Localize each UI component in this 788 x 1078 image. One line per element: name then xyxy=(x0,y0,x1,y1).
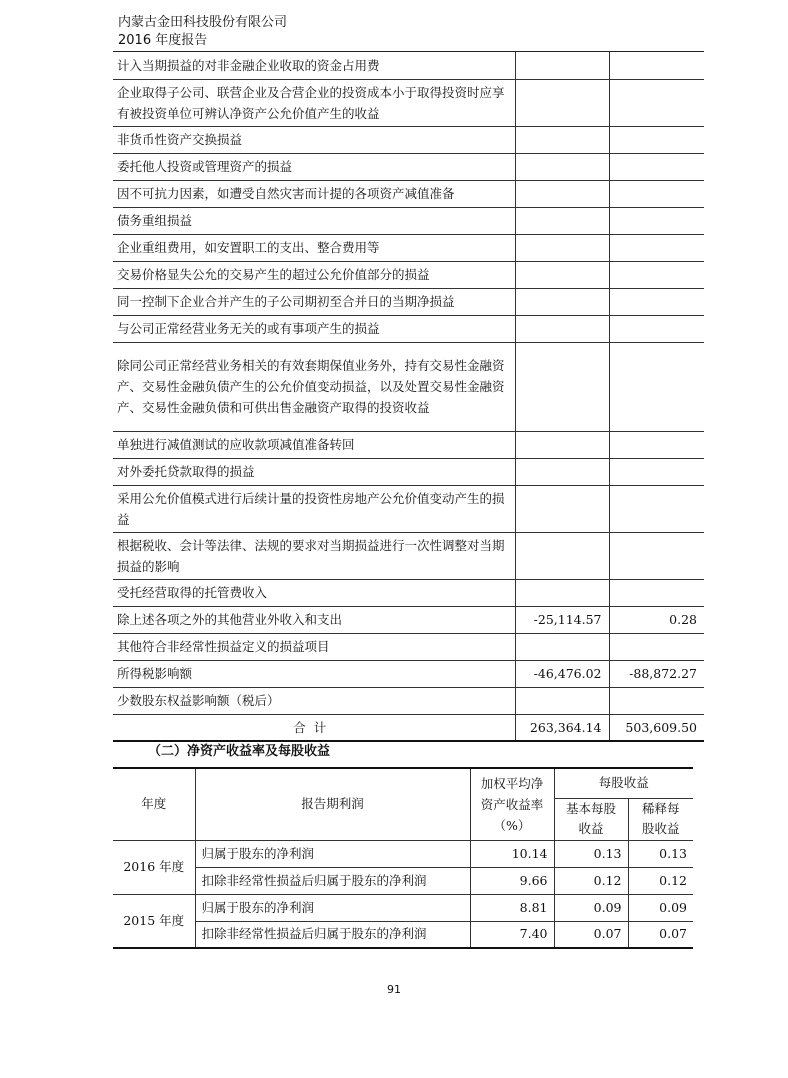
table-row xyxy=(113,606,704,633)
row-label: 因不可抗力因素，如遭受自然灾害而计提的各项资产减值准备 xyxy=(113,180,515,207)
row-label: 受托经营取得的托管费收入 xyxy=(113,579,515,606)
current-value xyxy=(515,342,609,431)
row-label: 除同公司正常经营业务相关的有效套期保值业务外，持有交易性金融资产、交易性金融负债产生的公允价值变动损益，以及处置交易性金融资产、交易性金融负债和可供出售金融资产取得的投资收益 xyxy=(113,342,515,431)
table-row xyxy=(113,458,704,485)
row-label: 单独进行减值测试的应收款项减值准备转回 xyxy=(113,431,515,458)
prior-value xyxy=(609,79,704,126)
table-row xyxy=(113,840,693,867)
current-value xyxy=(515,207,609,234)
prior-value xyxy=(609,579,704,606)
row-label: 非货币性资产交换损益 xyxy=(113,126,515,153)
report-title: 2016 年度报告 xyxy=(118,33,208,48)
row-label: 所得税影响额 xyxy=(113,660,515,687)
row-label: 委托他人投资或管理资产的损益 xyxy=(113,153,515,180)
section-title: （二）净资产收益率及每股收益 xyxy=(148,744,331,759)
table-row xyxy=(113,153,704,180)
current-value xyxy=(515,79,609,126)
prior-value xyxy=(609,288,704,315)
row-label: 采用公允价值模式进行后续计量的投资性房地产公允价值变动产生的损益 xyxy=(113,485,515,532)
table-row xyxy=(113,342,704,431)
table-row xyxy=(113,867,693,894)
company-name: 内蒙古金田科技股份有限公司 xyxy=(118,15,288,30)
roe-value: 7.40 xyxy=(470,921,554,948)
prior-value: 0.28 xyxy=(609,606,704,633)
prior-value xyxy=(609,180,704,207)
profit-item: 归属于股东的净利润 xyxy=(195,840,470,867)
current-value xyxy=(515,126,609,153)
total-current: 263,364.14 xyxy=(515,714,609,741)
prior-value xyxy=(609,261,704,288)
basic-eps-value: 0.13 xyxy=(554,840,628,867)
profit-item: 扣除非经常性损益后归属于股东的净利润 xyxy=(195,921,470,948)
header-roe: 加权平均净资产收益率（%） xyxy=(470,768,554,840)
current-value xyxy=(515,315,609,342)
prior-value xyxy=(609,431,704,458)
total-label: 合计 xyxy=(113,714,515,741)
row-label: 同一控制下企业合并产生的子公司期初至合并日的当期净损益 xyxy=(113,288,515,315)
profit-item: 归属于股东的净利润 xyxy=(195,894,470,921)
prior-value xyxy=(609,633,704,660)
table-row xyxy=(113,894,693,921)
year-cell: 2016 年度 xyxy=(113,840,195,894)
prior-value xyxy=(609,485,704,532)
current-value xyxy=(515,687,609,714)
current-value xyxy=(515,532,609,579)
table-row xyxy=(113,660,704,687)
diluted-eps-value: 0.07 xyxy=(628,921,693,948)
total-row xyxy=(113,714,704,741)
roe-value: 8.81 xyxy=(470,894,554,921)
row-label: 对外委托贷款取得的损益 xyxy=(113,458,515,485)
roe-eps-table xyxy=(113,767,693,949)
table-row xyxy=(113,485,704,532)
table-row xyxy=(113,234,704,261)
row-label: 其他符合非经常性损益定义的损益项目 xyxy=(113,633,515,660)
prior-value xyxy=(609,532,704,579)
current-value xyxy=(515,431,609,458)
roe-value: 9.66 xyxy=(470,867,554,894)
prior-value xyxy=(609,234,704,261)
roe-value: 10.14 xyxy=(470,840,554,867)
table-row xyxy=(113,633,704,660)
table-row xyxy=(113,431,704,458)
row-label: 债务重组损益 xyxy=(113,207,515,234)
basic-eps-value: 0.09 xyxy=(554,894,628,921)
table-row xyxy=(113,126,704,153)
current-value xyxy=(515,234,609,261)
current-value xyxy=(515,633,609,660)
row-label: 除上述各项之外的其他营业外收入和支出 xyxy=(113,606,515,633)
total-prior: 503,609.50 xyxy=(609,714,704,741)
current-value xyxy=(515,261,609,288)
diluted-eps-value: 0.09 xyxy=(628,894,693,921)
page-number: 91 xyxy=(387,983,401,996)
header-profit: 报告期利润 xyxy=(195,768,470,840)
prior-value xyxy=(609,153,704,180)
current-value xyxy=(515,288,609,315)
table-row xyxy=(113,52,704,79)
header-basic-eps: 基本每股收益 xyxy=(554,798,628,840)
diluted-eps-value: 0.12 xyxy=(628,867,693,894)
current-value xyxy=(515,579,609,606)
non-recurring-gains-table xyxy=(113,52,704,742)
current-value: -46,476.02 xyxy=(515,660,609,687)
row-label: 企业取得子公司、联营企业及合营企业的投资成本小于取得投资时应享有被投资单位可辨认净资产公允价值产生的收益 xyxy=(113,79,515,126)
basic-eps-value: 0.07 xyxy=(554,921,628,948)
prior-value: -88,872.27 xyxy=(609,660,704,687)
header-eps: 每股收益 xyxy=(554,768,693,798)
current-value xyxy=(515,180,609,207)
row-label: 计入当期损益的对非金融企业收取的资金占用费 xyxy=(113,52,515,79)
current-value: -25,114.57 xyxy=(515,606,609,633)
year-cell: 2015 年度 xyxy=(113,894,195,948)
prior-value xyxy=(609,342,704,431)
table-row xyxy=(113,207,704,234)
table-row xyxy=(113,687,704,714)
prior-value xyxy=(609,687,704,714)
prior-value xyxy=(609,458,704,485)
table-row xyxy=(113,180,704,207)
header-diluted-eps: 稀释每股收益 xyxy=(628,798,693,840)
row-label: 企业重组费用，如安置职工的支出、整合费用等 xyxy=(113,234,515,261)
table-row xyxy=(113,288,704,315)
row-label: 与公司正常经营业务无关的或有事项产生的损益 xyxy=(113,315,515,342)
prior-value xyxy=(609,52,704,79)
header-year: 年度 xyxy=(113,768,195,840)
prior-value xyxy=(609,207,704,234)
table-row xyxy=(113,921,693,948)
table-row xyxy=(113,315,704,342)
table-row xyxy=(113,79,704,126)
basic-eps-value: 0.12 xyxy=(554,867,628,894)
row-label: 交易价格显失公允的交易产生的超过公允价值部分的损益 xyxy=(113,261,515,288)
diluted-eps-value: 0.13 xyxy=(628,840,693,867)
row-label: 少数股东权益影响额（税后） xyxy=(113,687,515,714)
table-row xyxy=(113,261,704,288)
profit-item: 扣除非经常性损益后归属于股东的净利润 xyxy=(195,867,470,894)
current-value xyxy=(515,52,609,79)
current-value xyxy=(515,458,609,485)
table-row xyxy=(113,532,704,579)
table-row xyxy=(113,579,704,606)
current-value xyxy=(515,485,609,532)
current-value xyxy=(515,153,609,180)
prior-value xyxy=(609,126,704,153)
row-label: 根据税收、会计等法律、法规的要求对当期损益进行一次性调整对当期损益的影响 xyxy=(113,532,515,579)
prior-value xyxy=(609,315,704,342)
